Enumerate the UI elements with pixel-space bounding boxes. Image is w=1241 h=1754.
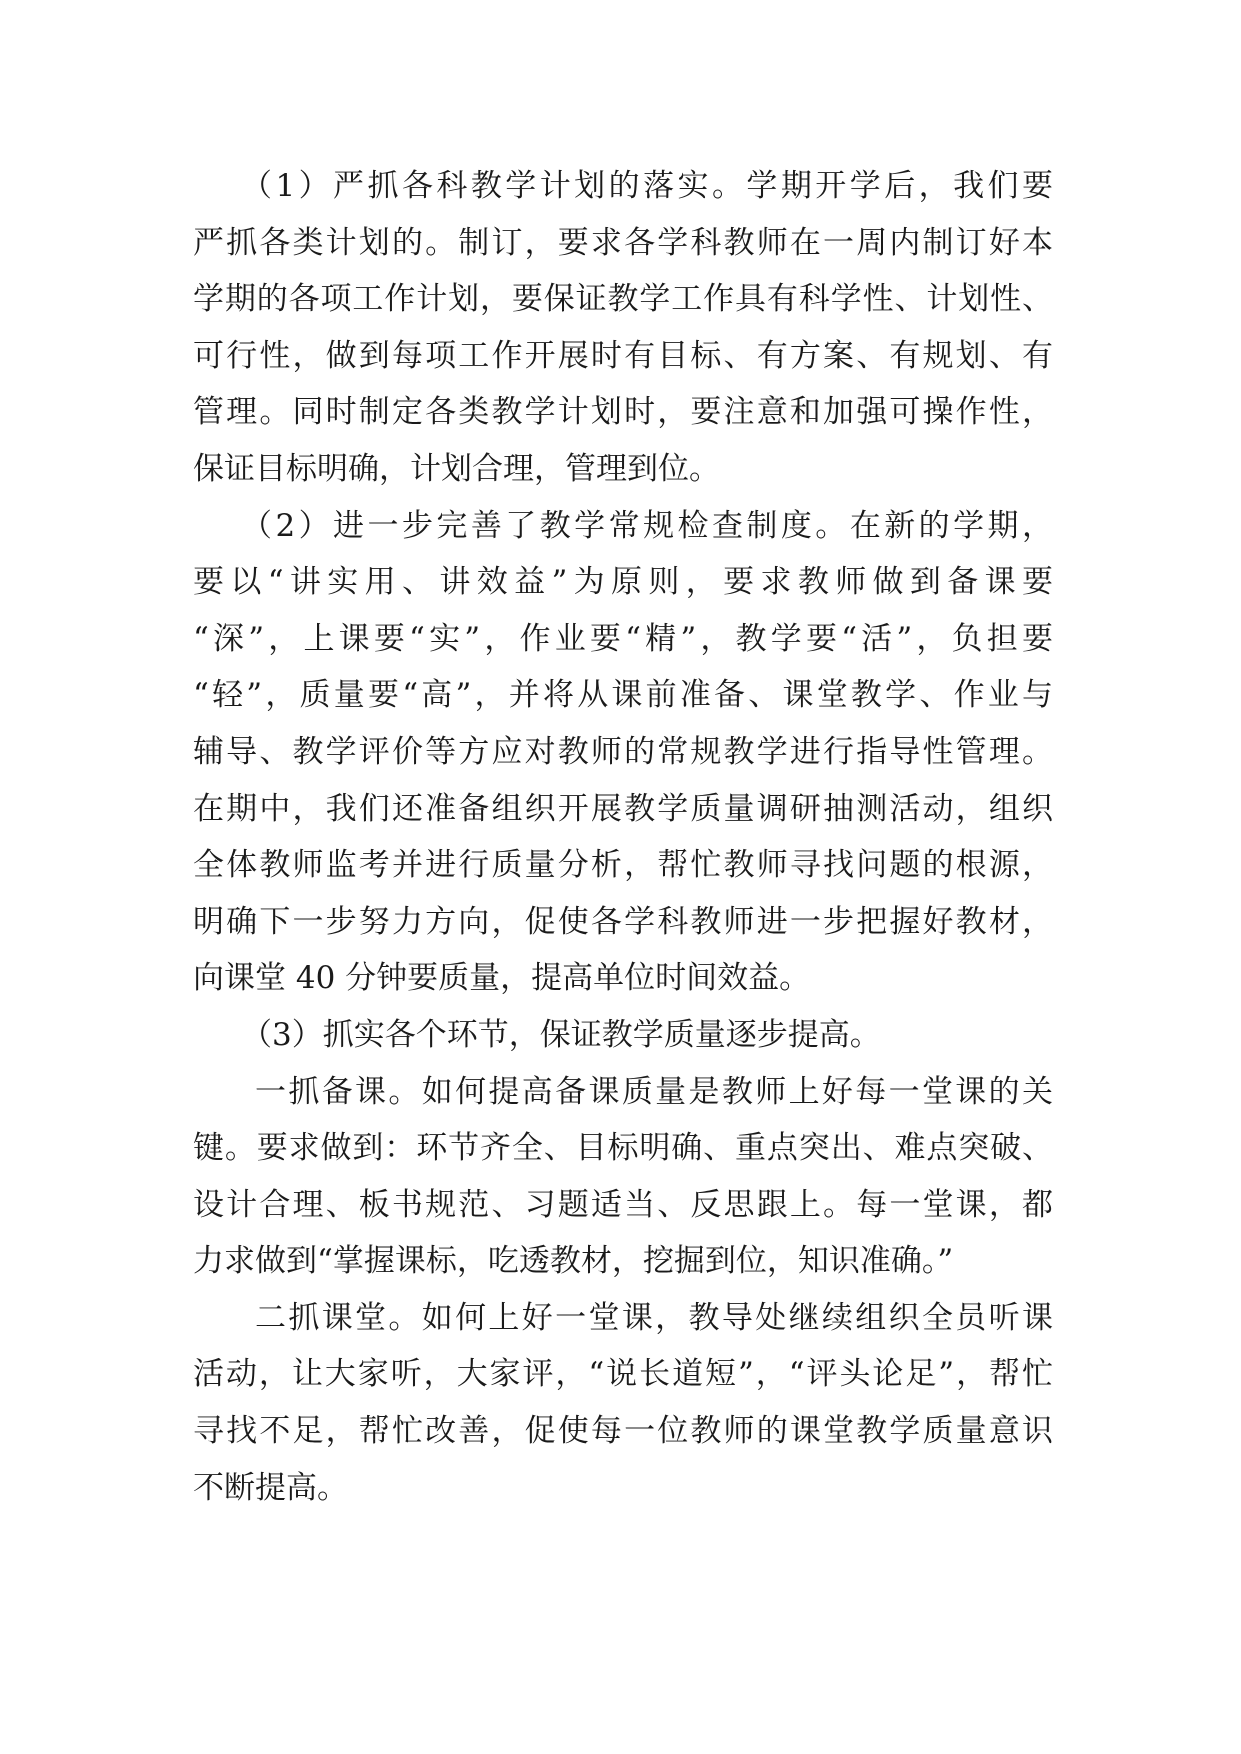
text-line: 力求做到“掌握课标，吃透教材，挖掘到位，知识准确。” [193, 1243, 954, 1280]
paragraph-5 [193, 1290, 1053, 1516]
text-line: 明确下一步努力方向，促使各学科教师进一步把握好教材， [193, 903, 1053, 940]
text-line: 辅导、教学评价等方应对教师的常规教学进行指导性管理。 [193, 733, 1053, 770]
text-line: “深”，上课要“实”，作业要“精”，教学要“活”，负担要 [193, 620, 1053, 657]
paragraph-2 [193, 498, 1053, 1007]
text-line: 在期中，我们还准备组织开展教学质量调研抽测活动，组织 [193, 790, 1053, 827]
text-line: （3）抓实各个环节，保证教学质量逐步提高。 [241, 1016, 881, 1053]
text-line: 二抓课堂。如何上好一堂课，教导处继续组织全员听课 [255, 1299, 1053, 1336]
text-line: （1）严抓各科教学计划的落实。学期开学后，我们要 [241, 168, 1053, 204]
text-line: 学期的各项工作计划，要保证教学工作具有科学性、计划性、 [193, 281, 1053, 318]
text-line: 全体教师监考并进行质量分析，帮忙教师寻找问题的根源， [193, 847, 1053, 884]
text-line: 管理。同时制定各类教学计划时，要注意和加强可操作性， [193, 394, 1053, 431]
paragraph-3 [193, 1007, 1053, 1064]
text-line: 向课堂 40 分钟要质量，提高单位时间效益。 [193, 960, 811, 997]
text-line: 活动，让大家听，大家评，“说长道短”，“评头论足”，帮忙 [193, 1356, 1053, 1393]
text-line: 严抓各类计划的。制订，要求各学科教师在一周内制订好本 [193, 224, 1053, 261]
text-line: “轻”，质量要“高”，并将从课前准备、课堂教学、作业与 [193, 677, 1053, 714]
text-line: 一抓备课。如何提高备课质量是教师上好每一堂课的关 [255, 1073, 1053, 1110]
text-line: （2）进一步完善了教学常规检查制度。在新的学期， [241, 507, 1053, 544]
text-line: 设计合理、板书规范、习题适当、反思跟上。每一堂课，都 [193, 1186, 1053, 1223]
text-line: 寻找不足，帮忙改善，促使每一位教师的课堂教学质量意识 [193, 1413, 1053, 1450]
text-line: 可行性，做到每项工作开展时有目标、有方案、有规划、有 [193, 337, 1053, 374]
paragraph-4 [193, 1064, 1053, 1290]
text-line: 保证目标明确，计划合理，管理到位。 [193, 450, 720, 487]
text-line: 要以“讲实用、讲效益”为原则，要求教师做到备课要 [193, 564, 1053, 601]
text-line: 键。要求做到：环节齐全、目标明确、重点突出、难点突破、 [193, 1130, 1053, 1167]
paragraph-1 [193, 158, 1053, 498]
text-line: 不断提高。 [193, 1469, 348, 1506]
document-body [193, 158, 1053, 1516]
